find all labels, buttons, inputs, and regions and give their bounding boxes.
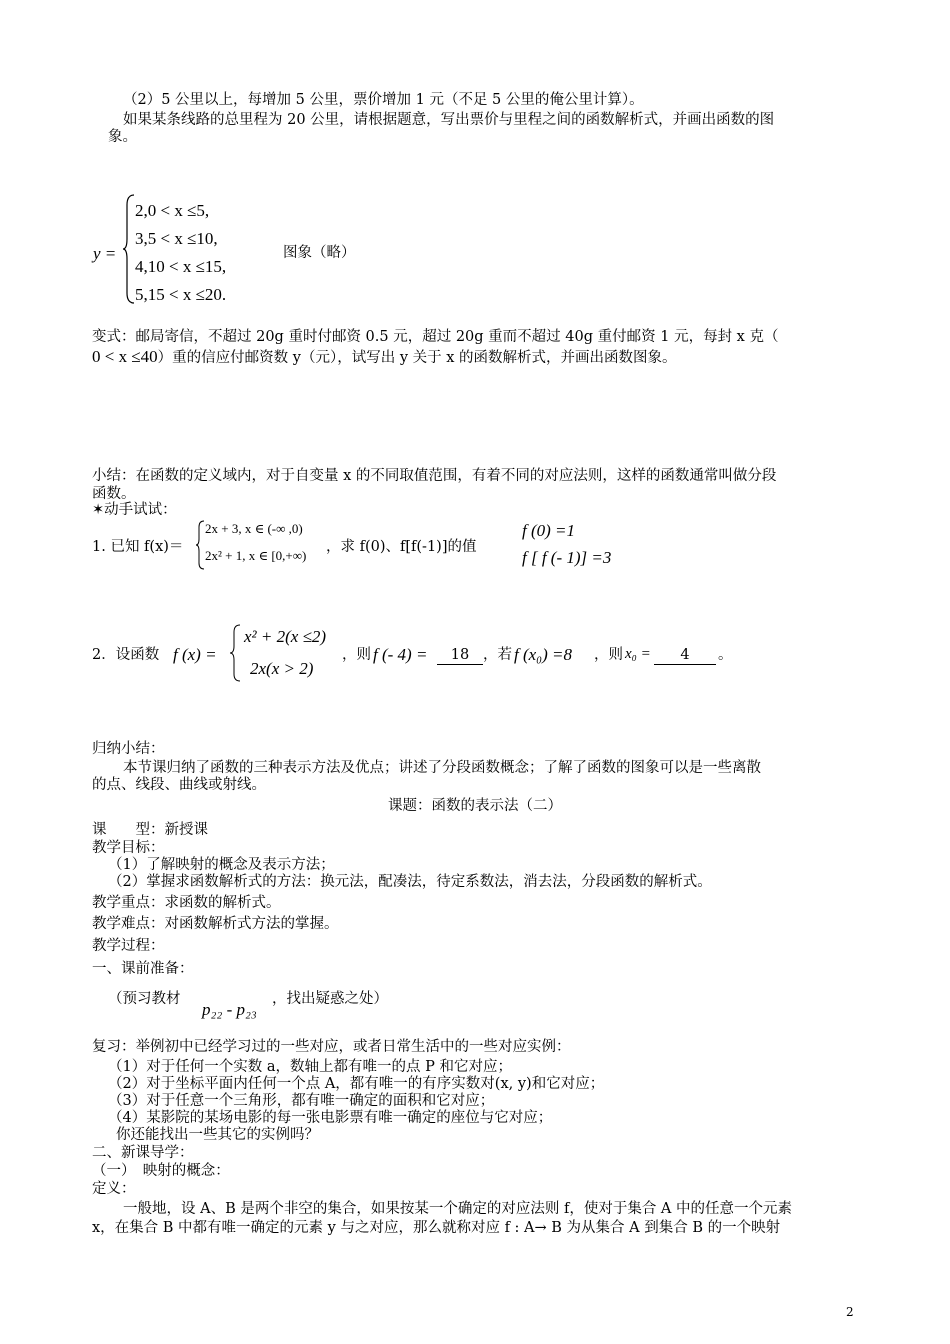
case-line: 5,15 < x ≤20. (135, 285, 227, 304)
inline-text: ）重的信应付邮资数 y（元），试写出 y 关于 x 的函数解析式，并画出函数图象。 (157, 350, 677, 366)
inline-math: 0 < x ≤40 (92, 347, 158, 366)
text-line: （4）某影院的某场电影的每一张电影票有唯一确定的座位与它对应； (108, 1110, 553, 1126)
question-prefix: 2．设函数 (92, 647, 160, 663)
text-line: （2）对于坐标平面内任何一个点 A，都有唯一的有序实数对(x, y)和它对应； (108, 1076, 605, 1092)
text-line: ，找出疑惑之处） (272, 991, 388, 1007)
case-line: 4,10 < x ≤15, (135, 257, 227, 276)
math-lhs: y = (93, 244, 117, 263)
answer-blank: 18 (437, 647, 483, 665)
text-line: ，求 f(0)、f[f(-1)]的值 (326, 539, 477, 555)
text-line: 变式：邮局寄信，不超过 20g 重时付邮资 0.5 元，超过 20g 重而不超过 40g 重付邮资 1 元，每封 x 克（ (92, 329, 779, 345)
text-line: 象。 (108, 129, 137, 145)
text-line: （2）掌握求函数解析式的方法：换元法，配凑法，待定系数法，消去法，分段函数的解析式。 (108, 874, 712, 890)
left-brace (195, 520, 205, 570)
left-brace (122, 193, 136, 305)
math-lhs: f (x) = (173, 645, 217, 664)
answer-line: f [ f (- 1)] =3 (522, 548, 612, 567)
inline-math: f (x₀) =8 (514, 645, 572, 664)
text-line: （预习教材 (108, 991, 181, 1007)
text-line: 教学重点：求函数的解析式。 (92, 895, 281, 911)
text-line: （一） 映射的概念： (92, 1163, 230, 1179)
text-line: ✶动手试试： (92, 502, 177, 518)
text-line: （2）5 公里以上，每增加 5 公里，票价增加 1 元（不足 5 公里的俺公里计算）。 (123, 92, 644, 108)
inline-math: p₂₂ - p₂₃ (202, 1000, 257, 1019)
text-line: 的点、线段、曲线或射线。 (92, 777, 266, 793)
case-line: 3,5 < x ≤10, (135, 229, 218, 248)
text-line: 函数。 (92, 486, 136, 502)
page-number: 2 (846, 1305, 854, 1319)
text-line: 教学目标： (92, 840, 165, 856)
text-line: 小结：在函数的定义域内，对于自变量 x 的不同取值范围，有着不同的对应法则，这样的函数通常叫做分段 (92, 468, 777, 484)
text-line: 本节课归纳了函数的三种表示方法及优点；讲述了分段函数概念；了解了函数的图象可以是一些离散 (123, 760, 761, 776)
case-line: 2x(x > 2) (250, 659, 314, 678)
inline-math: x₀ = (625, 646, 651, 662)
answer-line: f (0) =1 (522, 521, 576, 540)
case-line: x² + 2(x ≤2) (244, 627, 327, 646)
text-line: （1）对于任何一个实数 a，数轴上都有唯一的点 P 和它对应； (108, 1059, 512, 1075)
case-line: 2x² + 1, x ∈ [0,+∞) (205, 548, 307, 563)
text-line: （3）对于任意一个三角形，都有唯一确定的面积和它对应； (108, 1093, 495, 1109)
case-line: 2,0 < x ≤5, (135, 201, 210, 220)
left-brace (229, 624, 241, 682)
section-title: 归纳小结： (92, 741, 165, 757)
inline-text: ，则 (594, 647, 623, 663)
question-prefix: 1. 已知 f(x)＝ (92, 539, 184, 555)
text-line: 教学难点：对函数解析式方法的掌握。 (92, 916, 339, 932)
inline-text: ，则 (342, 647, 371, 663)
text-line: 课 型：新授课 (92, 822, 208, 838)
text-line: 一般地，设 A、B 是两个非空的集合，如果按某一个确定的对应法则 f，使对于集合 A 中的任意一个元素 (123, 1201, 793, 1217)
inline-text: ，若 (483, 647, 512, 663)
answer-blank: 4 (654, 647, 716, 665)
text-line: 复习：举例初中已经学习过的一些对应，或者日常生活中的一些对应实例： (92, 1039, 571, 1055)
text-line (92, 348, 677, 367)
text-line: 如果某条线路的总里程为 20 公里，请根据题意，写出票价与里程之间的函数解析式，并画出函数的图 (123, 112, 775, 128)
inline-math: f (- 4) = (373, 645, 428, 664)
text-line: 教学过程： (92, 938, 165, 954)
text-line: 你还能找出一些其它的实例吗？ (116, 1127, 319, 1143)
text-line: 一、课前准备： (92, 961, 194, 977)
case-line: 2x + 3, x ∈ (-∞ ,0) (205, 521, 303, 536)
lesson-heading: 课题：函数的表示法（二） (388, 798, 562, 814)
text-line: x，在集合 B 中都有唯一确定的元素 y 与之对应，那么就称对应 f : A→ B 为从集合 A 到集合 B 的一个映射 (92, 1220, 781, 1236)
inline-text: 。 (718, 647, 733, 663)
text-line: 二、新课导学： (92, 1145, 194, 1161)
text-line: （1）了解映射的概念及表示方法； (108, 857, 335, 873)
text-line: 定义： (92, 1181, 136, 1197)
text-note: 图象（略） (283, 245, 356, 261)
